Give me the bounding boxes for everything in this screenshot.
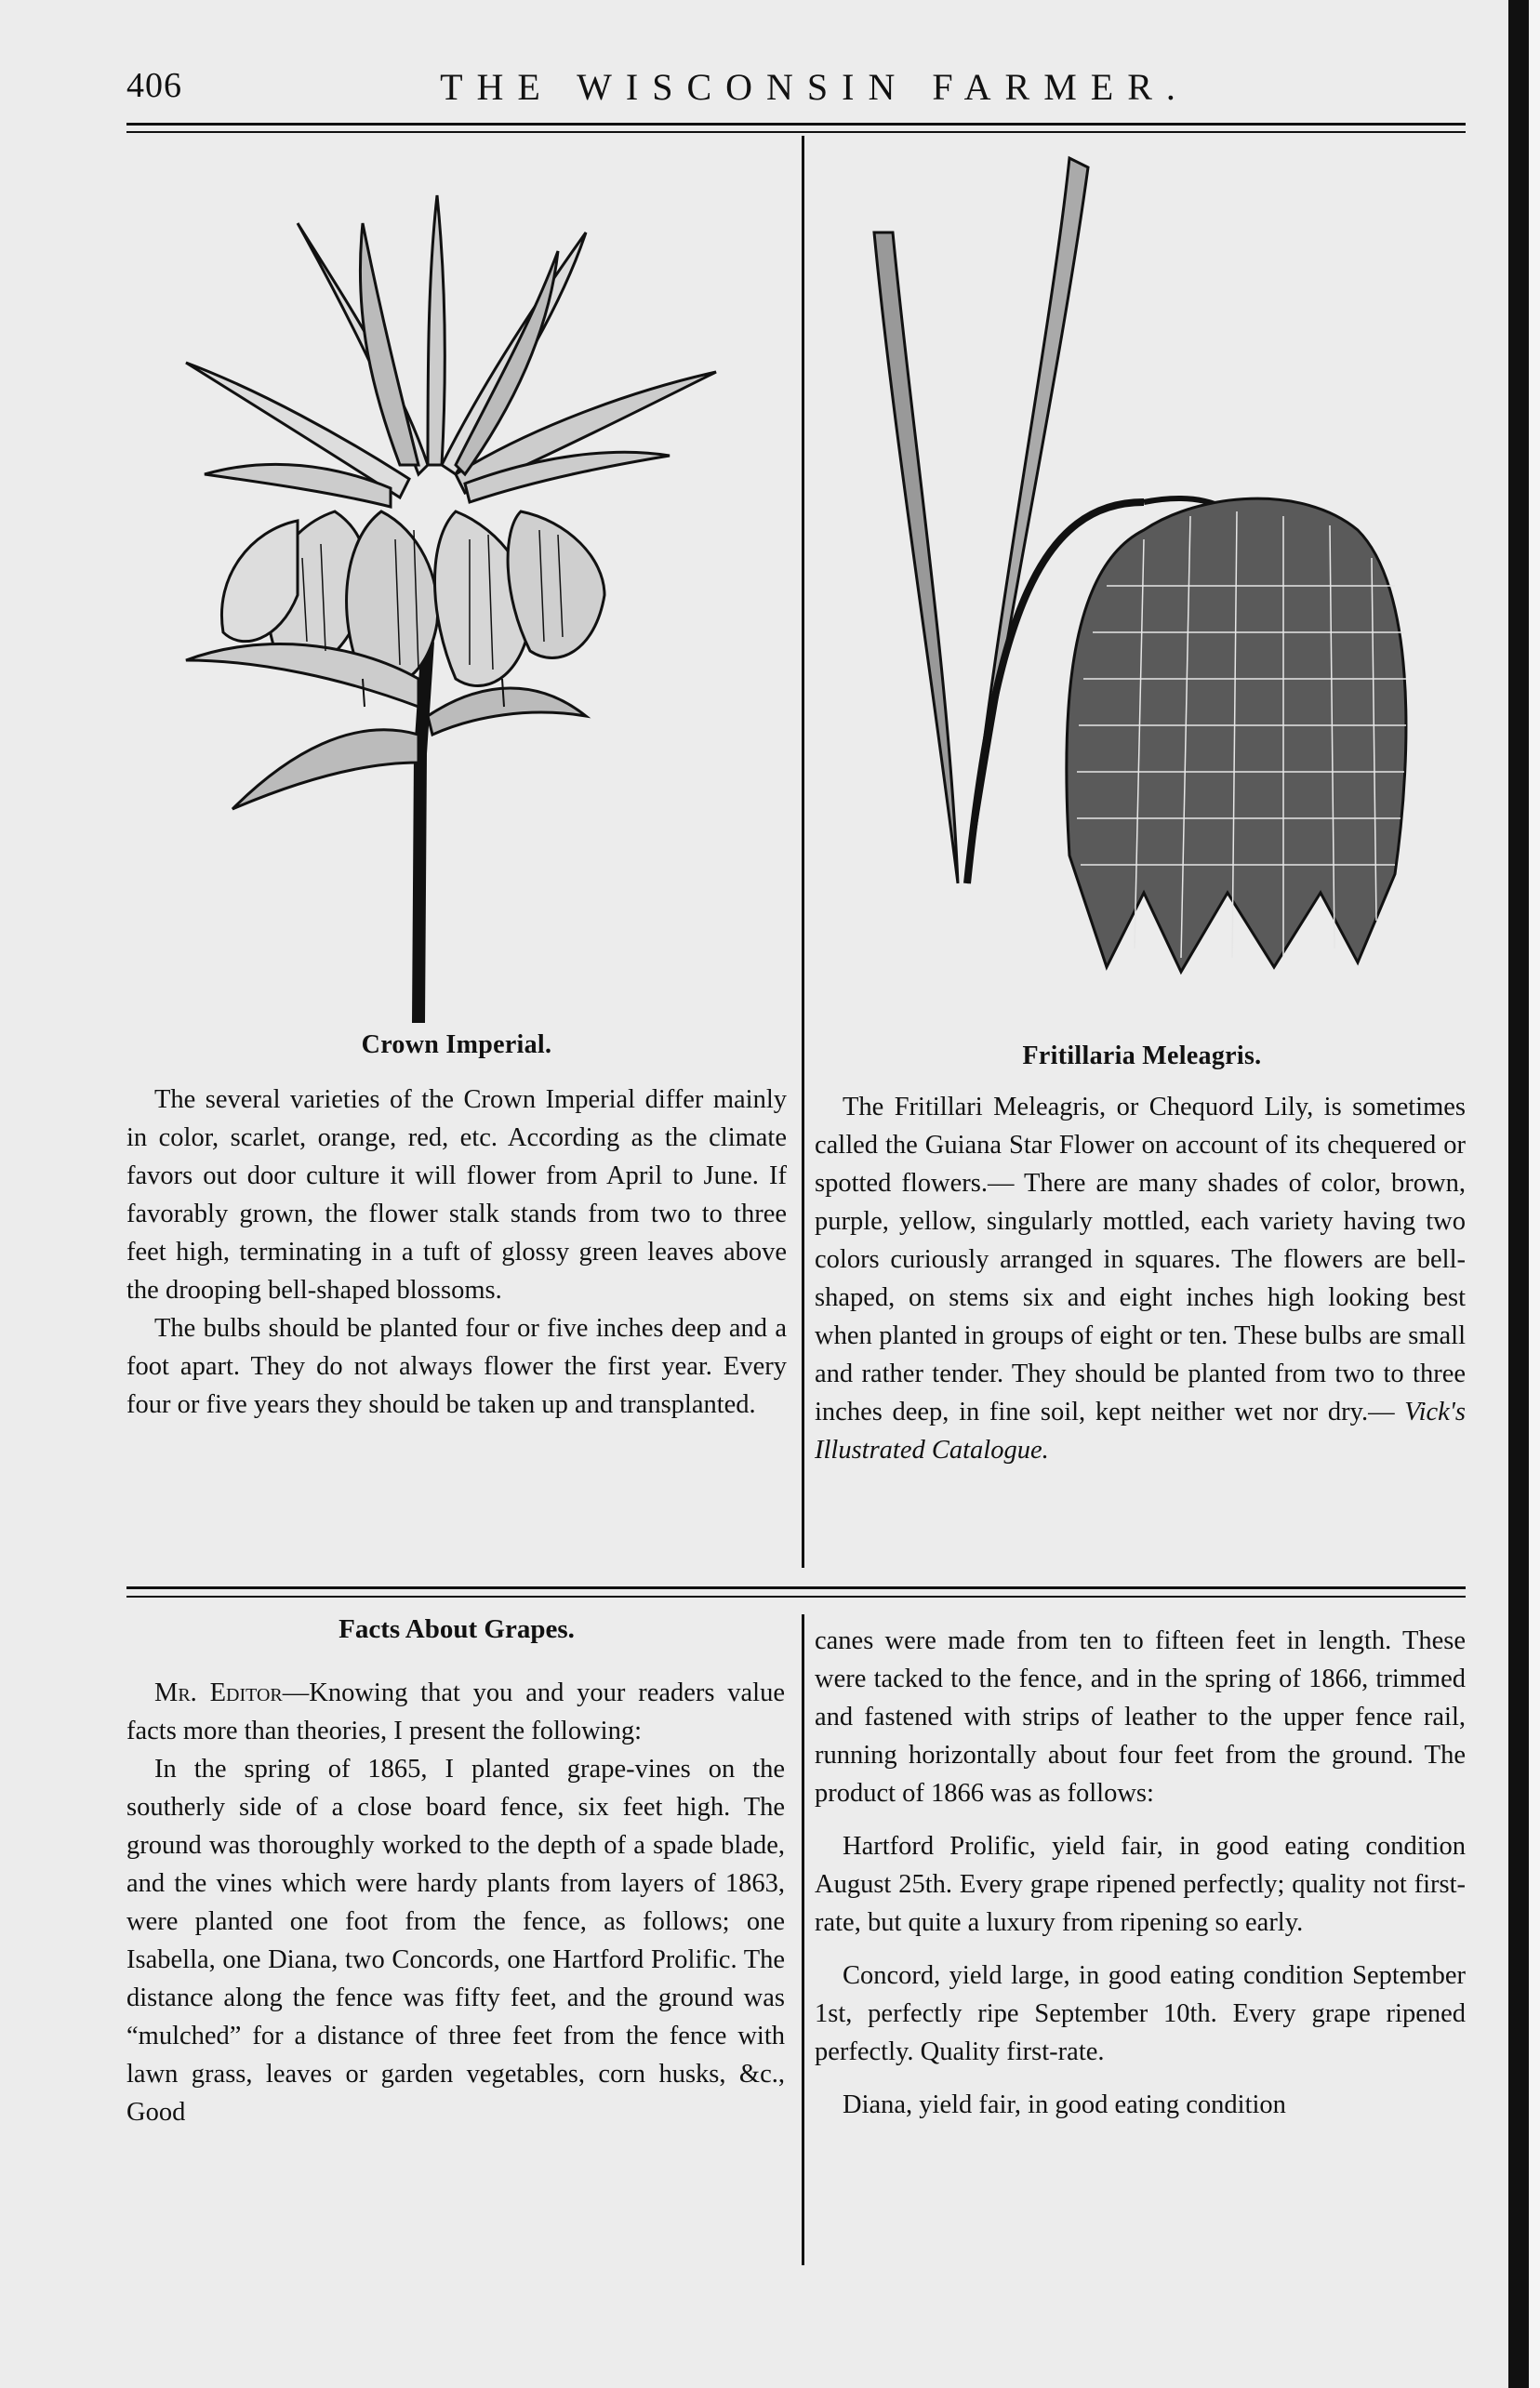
intro-text: —Knowing that you and your readers value facts more than theories, I present the following: [126, 1678, 785, 1745]
grapes-heading: Facts About Grapes. [339, 1614, 575, 1644]
page-edge-shadow [1508, 0, 1529, 2388]
header-rule [126, 123, 1466, 126]
article-paragraph [126, 1674, 785, 1750]
section-rule [126, 1596, 1466, 1598]
fritillaria-caption: Fritillaria Meleagris. [1022, 1041, 1262, 1070]
article-paragraph: Concord, yield large, in good eating condition September 1st, perfectly ripe September 10th. Every grape ripened perfectly. Quality first-rate. [815, 1961, 1466, 2066]
crown-imperial-caption: Crown Imperial. [361, 1030, 552, 1059]
masthead-title: THE WISCONSIN FARMER. [440, 66, 1189, 108]
grapes-article-left [126, 1674, 785, 2131]
section-rule [126, 1586, 1466, 1589]
fritillaria-source: Vick's Illustrated Catalogue. [815, 1398, 1466, 1465]
header-rule [126, 131, 1466, 133]
grapes-article-right [815, 1622, 1466, 2124]
crown-imperial-article [126, 1081, 787, 1424]
page-edge [1529, 0, 1540, 2388]
article-paragraph: In the spring of 1865, I planted grape-vines on the southerly side of a close board fence, six feet high. The ground was thoroughly worked to the depth of a spade blade, and the vines which were hardy plants from layers of 1863, were planted one foot from the fence, as follows; one Isabella, one Diana, two Concords, one Hartford Prolific. The distance along the fence was fifty feet, and the ground was “mulched” for a distance of three feet from the fence with lawn grass, leaves or garden vegetables, corn husks, &c., Good [126, 1755, 785, 2127]
article-paragraph: Diana, yield fair, in good eating condition [843, 2090, 1286, 2119]
page-number: 406 [126, 66, 182, 105]
article-paragraph: canes were made from ten to fifteen feet in length. These were tacked to the fence, and in the spring of 1866, trimmed and fastened with strips of leather to the upper fence rail, running horizontally about four feet from the ground. The product of 1866 was as follows: [815, 1626, 1466, 1808]
fritillaria-text: The Fritillari Meleagris, or Chequord Lily, is sometimes called the Guiana Star Flower on account of its chequered or spotted flowers.— There are many shades of color, brown, purple, yellow, singularly mottled, each variety having two colors curiously arranged in squares. The flowers are bell-shaped, on stems six and eight inches high looking best when planted in groups of eight or ten. These bulbs are small and rather tender. They should be planted from two to three inches deep, in fine soil, kept neither wet nor dry.— [815, 1093, 1466, 1426]
fritillaria-article [815, 1088, 1466, 1469]
crown-imperial-engraving [149, 158, 781, 1023]
column-divider [802, 136, 804, 1568]
article-paragraph: Hartford Prolific, yield fair, in good eating condition August 25th. Every grape ripened perfectly; quality not first-rate, but quite a luxury from ripening so early. [815, 1832, 1466, 1937]
article-paragraph: The bulbs should be planted four or five inches deep and a foot apart. They do not always flower the first year. Every four or five years they should be taken up and transplanted. [126, 1314, 787, 1419]
article-paragraph: The several varieties of the Crown Imperial differ mainly in color, scarlet, orange, red, etc. According as the climate favors out door culture it will flower from April to June. If favorably grown, the flower stalk stands from two to three feet high, terminating in a tuft of glossy green leaves above the drooping bell-shaped blossoms. [126, 1085, 787, 1305]
fritillaria-meleagris-engraving [837, 149, 1469, 986]
article-paragraph [815, 1088, 1466, 1469]
column-divider [802, 1614, 804, 2265]
page-header [126, 58, 1466, 113]
salutation: Mr. Editor [154, 1678, 283, 1707]
